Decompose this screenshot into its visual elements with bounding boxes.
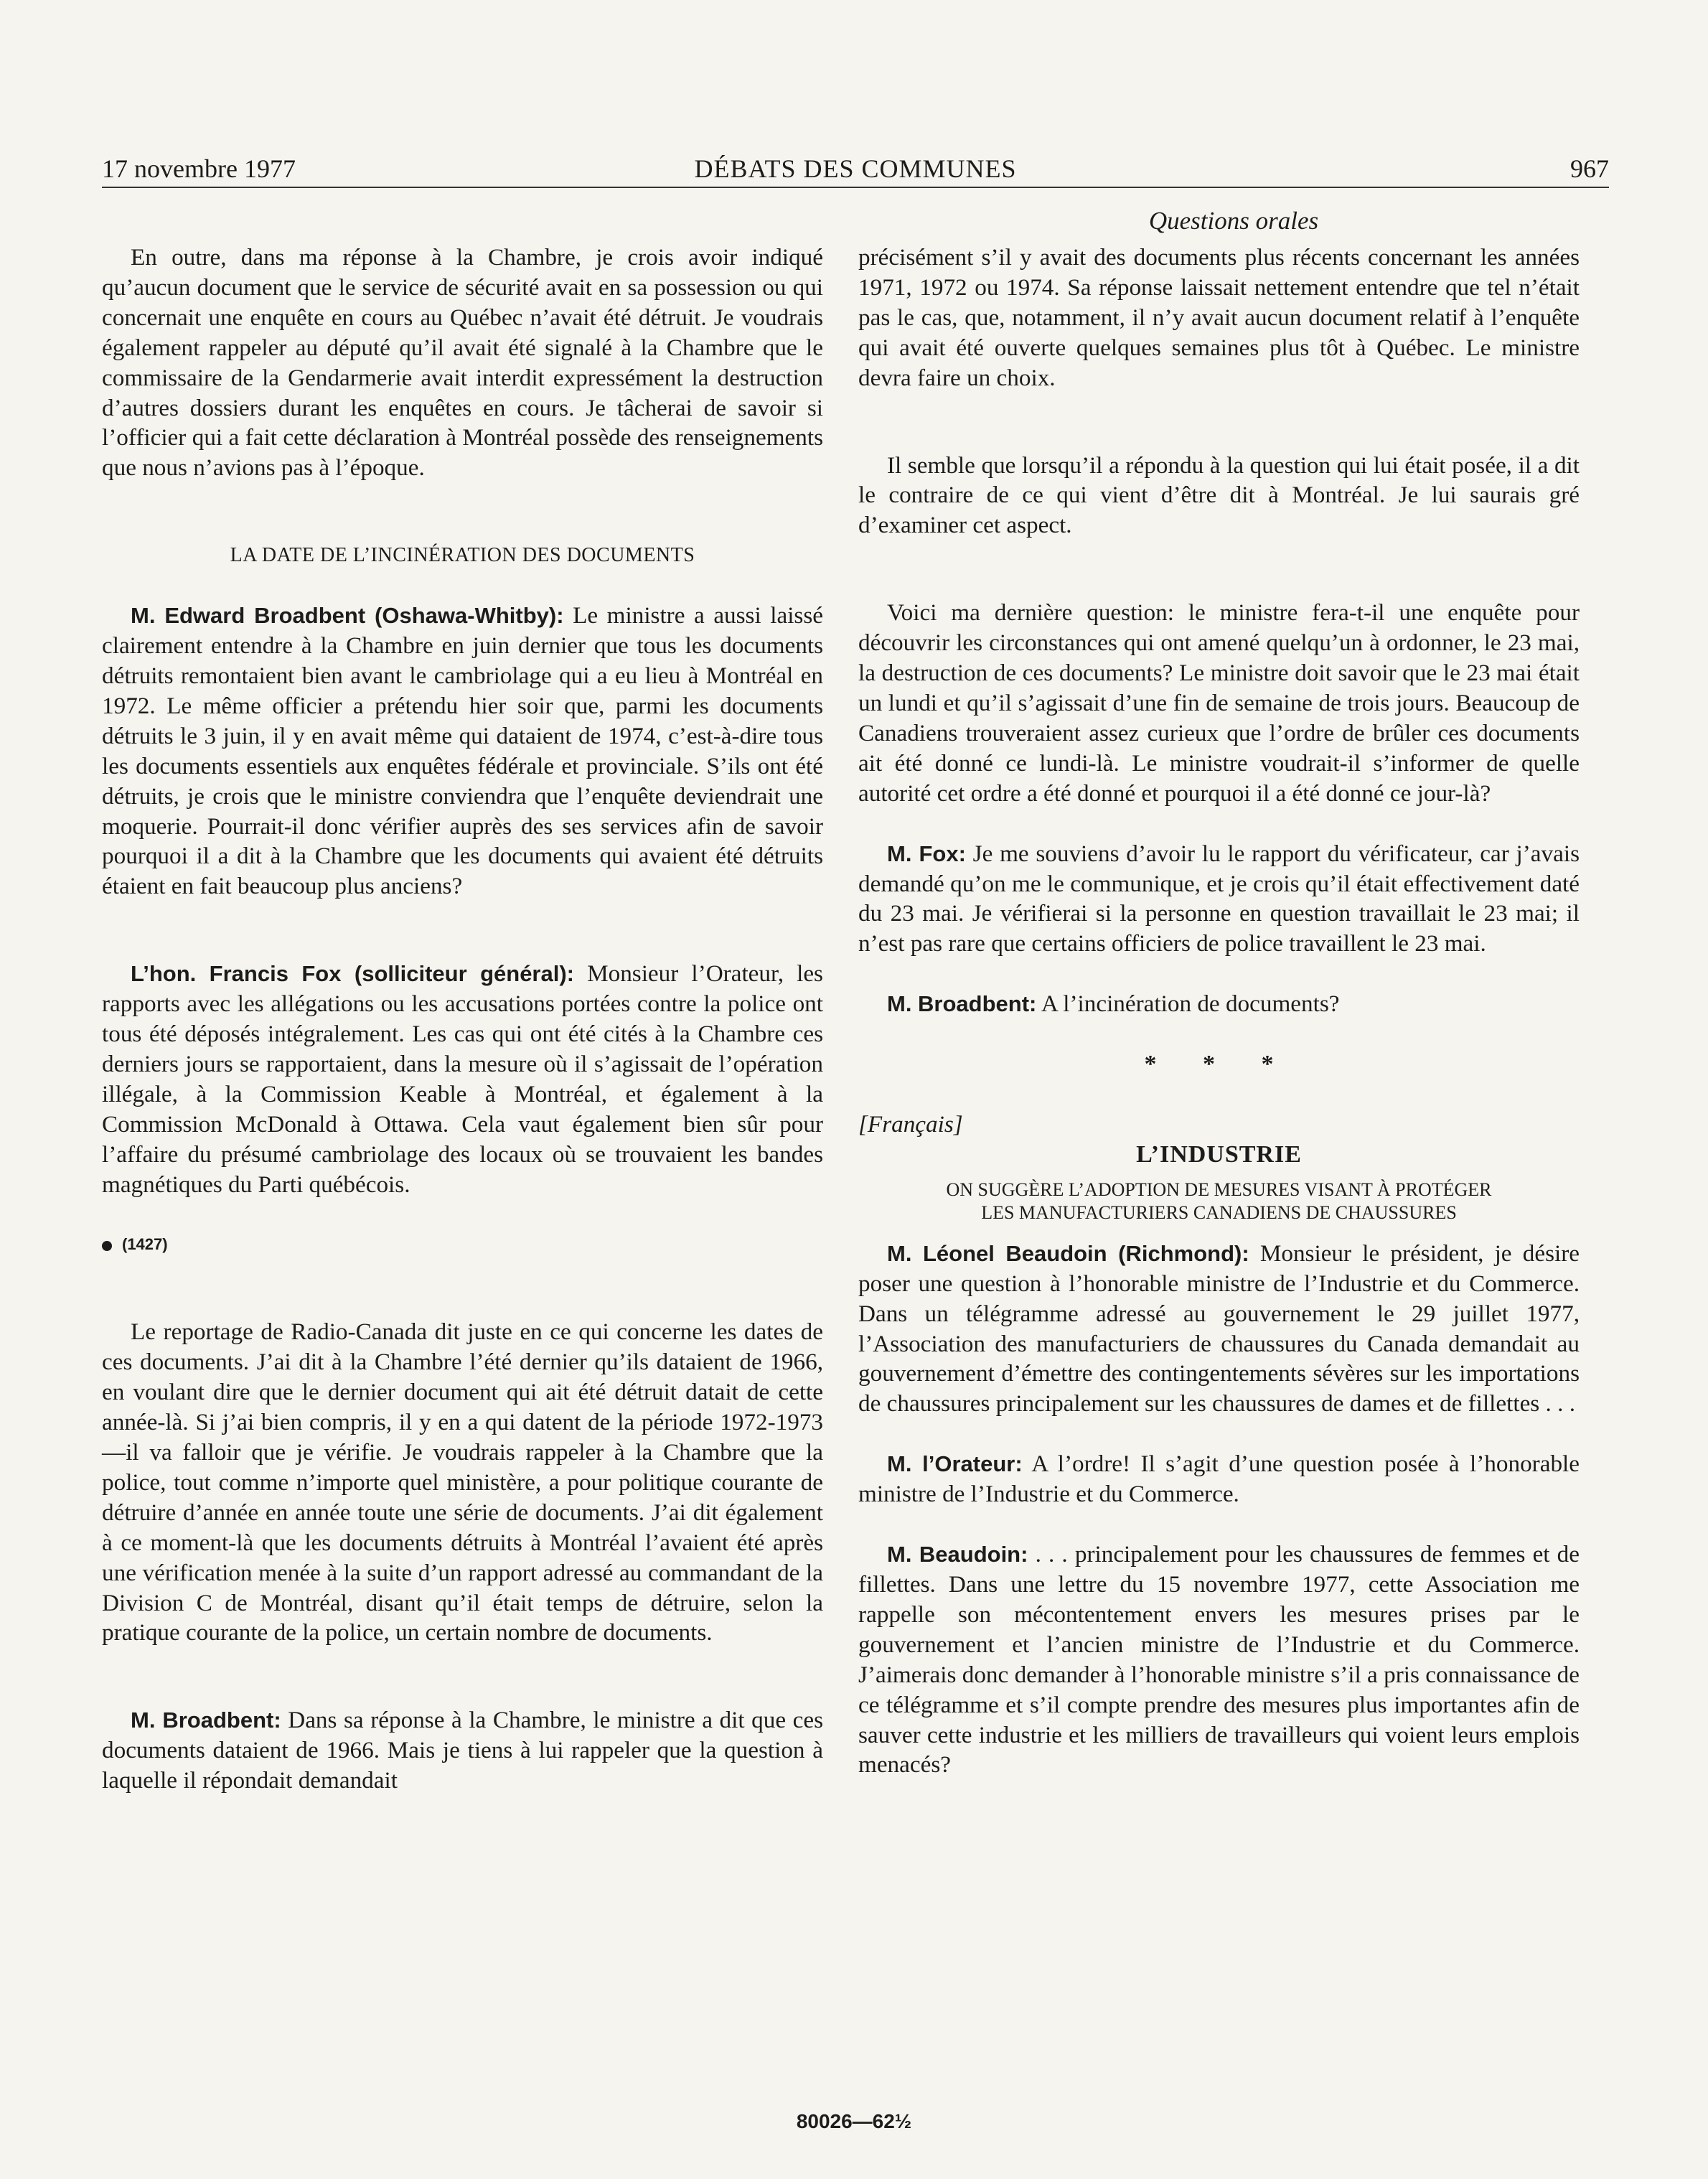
section-heading: LA DATE DE L’INCINÉRATION DES DOCUMENTS xyxy=(230,544,695,567)
speaker-name: M. l’Orateur: xyxy=(887,1451,1023,1477)
speech xyxy=(858,1239,1580,1419)
speech xyxy=(102,1705,823,1796)
speaker-name: M. Edward Broadbent (Oshawa-Whitby): xyxy=(131,603,564,629)
speech-text: A l’ordre! Il s’agit d’une question posée à l’honorable ministre de l’Industrie et du Commerce. xyxy=(858,1451,1580,1508)
speech xyxy=(102,601,823,901)
speech xyxy=(858,989,1580,1019)
speaker-name: M. Broadbent: xyxy=(131,1707,281,1733)
paragraph: Le reportage de Radio-Canada dit juste en ce qui concerne les dates de ces documents. J’ai dit à la Chambre l’été dernier qu’ils dataient de 1966, en voulant dire que le dernier document qui ait été détruit datait de cette année-là. Si j’ai bien compris, il y en a qui datent de la période 1972-1973—il va falloir que je vérifie. Je voudrais rappeler à la Chambre que la police, tout comme n’importe quel ministère, a pour politique courante de détruire d’année en année toute une série de documents. J’ai dit également à ce moment-là que les documents détruits à Montréal l’avaient été après une vérification menée à la suite d’un rapport adressé au commandant de la Division C de Montréal, disant qu’il était temps de détruire, selon la pratique courante de la police, un certain nombre de documents. xyxy=(102,1318,823,1646)
speech-text: Monsieur l’Orateur, les rapports avec les allégations ou les accusations portées contre la police ont tous été déposés intégralement. Les cas qui ont été cités à la Chambre ces derniers jours se rapportaient, dans la mesure où il s’agissait de l’opération illégale, à la Commission Keable à Montréal, et également à la Commission McDonald à Ottawa. Cela vaut également bien sûr pour l’affaire du présumé cambriolage des locaux où se trouvaient les bandes magnétiques du Parti québécois. xyxy=(102,960,823,1198)
running-head: Questions orales xyxy=(1148,207,1319,235)
speech-text: Je me souviens d’avoir lu le rapport du vérificateur, car j’avais demandé qu’on me le communique, et je crois qu’il était effectivement daté du 23 mai. Je vérifierai si la personne en question travaillait le 23 mai; il n’est pas rare que certains officiers de police travaillent le 23 mai. xyxy=(858,840,1580,957)
language-tag: [Français] xyxy=(858,1111,963,1138)
speech xyxy=(858,1449,1580,1509)
speech xyxy=(858,839,1580,960)
page-header xyxy=(102,152,1609,188)
subheading-line: LES MANUFACTURIERS CANADIENS DE CHAUSSURES xyxy=(981,1201,1457,1223)
right-column xyxy=(858,243,1580,1780)
paragraph: Il semble que lorsqu’il a répondu à la question qui lui était posée, il a dit le contraire de ce qui vient d’être dit à Montréal. Je lui saurais gré d’examiner cet aspect. xyxy=(858,451,1580,539)
page-footer: 80026—62½ xyxy=(796,2110,912,2132)
time-marker xyxy=(102,1229,823,1260)
speaker-name: M. Fox: xyxy=(887,840,966,866)
speaker-name: M. Beaudoin: xyxy=(887,1542,1028,1568)
paragraph: En outre, dans ma réponse à la Chambre, je crois avoir indiqué qu’aucun document que le service de sécurité avait en sa possession ou qui concernait une enquête en cours au Québec n’avait été détruit. Je voudrais également rappeler au député qu’il avait été signalé à la Chambre que le commissaire de la Gendarmerie avait interdit expressément la destruction d’autres dossiers durant les enquêtes en cours. Je tâcherai de savoir si l’officier qui a fait cette déclaration à Montréal possède des renseignements que nous n’avions pas à l’époque. xyxy=(102,244,823,482)
page-number: 967 xyxy=(1570,154,1609,183)
speech xyxy=(102,959,823,1199)
header-title: DÉBATS DES COMMUNES xyxy=(694,154,1017,183)
speech-text: Le ministre a aussi laissé clairement entendre à la Chambre en juin dernier que tous les documents détruits remontaient bien avant le cambriolage qui a eu lieu à Montréal en 1972. Le même officier a prétendu hier soir que, parmi les documents détruits le 3 juin, il y en avait même qui dataient de 1974, c’est-à-dire tous les documents essentiels aux enquêtes fédérale et provinciale. S’ils ont été détruits, je crois que le ministre conviendra que l’enquête deviendrait une moquerie. Pourrait-il donc vérifier auprès des ses services afin de savoir pourquoi il a dit à la Chambre que les documents qui avaient été détruits étaient en fait beaucoup plus anciens? xyxy=(102,602,823,900)
paragraph: Voici ma dernière question: le ministre fera-t-il une enquête pour découvrir les circonstances qui ont amené quelqu’un à ordonner, le 23 mai, la destruction de ces documents? Le ministre doit savoir que le 23 mai était un lundi et qu’il s’agissait d’une fin de semaine de trois jours. Beaucoup de Canadiens trouveraient assez curieux que l’ordre de brûler ces documents ait été donné ce lundi-là. Le ministre voudrait-il s’informer de quelle autorité cet ordre a été donné et pourquoi il a été donné ce jour-là? xyxy=(858,599,1580,807)
header-date: 17 novembre 1977 xyxy=(102,154,296,183)
section-separator: * * * xyxy=(1144,1051,1294,1078)
speech-text: Dans sa réponse à la Chambre, le ministre a dit que ces documents dataient de 1966. Mais je tiens à lui rappeler que la question à laquelle il répondait demandait xyxy=(102,1707,823,1794)
speaker-name: M. Léonel Beaudoin (Richmond): xyxy=(887,1240,1249,1266)
left-column xyxy=(102,243,823,1796)
section-title: L’INDUSTRIE xyxy=(1136,1140,1302,1168)
speaker-name: L’hon. Francis Fox (solliciteur général): xyxy=(131,961,574,987)
speech-text: A l’incinération de documents? xyxy=(1036,990,1340,1018)
speaker-name: M. Broadbent: xyxy=(887,991,1037,1017)
speech xyxy=(858,1540,1580,1780)
paragraph: précisément s’il y avait des documents plus récents concernant les années 1971, 1972 ou 1974. Sa réponse laissait nettement entendre que tel n’était pas le cas, que, notamment, il n’y avait aucun document relatif à l’enquête qui avait été ouverte quelques semaines plus tôt à Québec. Le ministre devra faire un choix. xyxy=(858,244,1580,391)
bullet-icon xyxy=(102,1241,112,1251)
speech-text: . . . principalement pour les chaussures de femmes et de fillettes. Dans une lettre du 15 novembre 1977, cette Association me rappelle son mécontentement envers les mesures prises par le gouvernement et l’ancien ministre de l’Industrie et du Commerce. J’aimerais donc demander à l’honorable ministre s’il a pris connaissance de ce télégramme et s’il compte prendre des mesures plus importantes afin de sauver cette industrie et les milliers de travailleurs qui voient leurs emplois menacés? xyxy=(858,1541,1580,1779)
subheading-line: ON SUGGÈRE L’ADOPTION DE MESURES VISANT À PROTÉGER xyxy=(946,1178,1492,1200)
speech-text: Monsieur le président, je désire poser une question à l’honorable ministre de l’Industrie et du Commerce. Dans un télégramme adressé au gouvernement le 29 juillet 1977, l’Association des manufacturiers de chaussures du Canada demandait au gouvernement d’émettre des contingentements sévères sur les importations de chaussures principalement sur les chaussures de dames et de fillettes . . . xyxy=(858,1240,1580,1417)
time-stamp: (1427) xyxy=(122,1235,168,1254)
